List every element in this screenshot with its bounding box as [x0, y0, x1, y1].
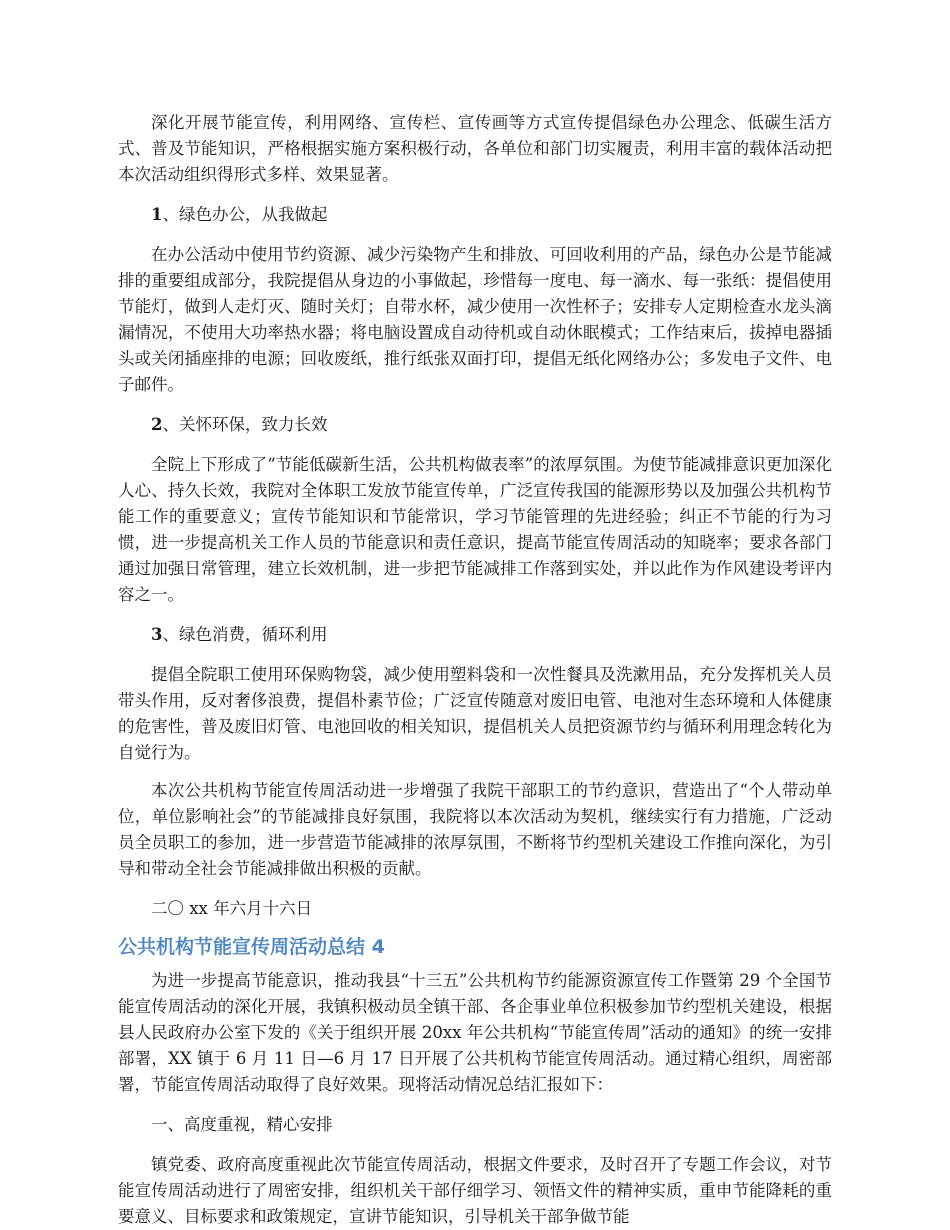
heading-green-office	[118, 202, 832, 228]
paragraph-section4-intro: 为进一步提高节能意识，推动我县“十三五”公共机构节约能源资源宣传工作暨第 29 个全国节能宣传周活动的深化开展，我镇积极动员全镇干部、各企事业单位积极参加节约型机关建设，根据县人民政府办公室下发的《关于组织开展 20xx 年公共机构“节能宣传周”活动的通知》的统一安排部署，XX 镇于 6 月 11 日—6 月 17 日开展了公共机构节能宣传周活动。通过精心组织，周密部署，节能宣传周活动取得了良好效果。现将活动情况总结汇报如下：	[118, 971, 832, 1094]
heading-text: 、关怀环保，致力长效	[162, 415, 328, 434]
paragraph-environment: 全院上下形成了“节能低碳新生活，公共机构做表率”的浓厚氛围。为使节能减排意识更加深化人心、持久长效，我院对全体职工发放节能宣传单，广泛宣传我国的能源形势以及加强公共机构节能工作的重要意义；宣传节能知识和节能常识，学习节能管理的先进经验；纠正不节能的行为习惯，进一步提高机关工作人员的节能意识和责任意识，提高节能宣传周活动的知晓率；要求各部门通过加强日常管理，建立长效机制，进一步把节能减排工作落到实处，并以此作为作风建设考评内容之一。	[118, 455, 832, 604]
paragraph-green-office: 在办公活动中使用节约资源、减少污染物产生和排放、可回收利用的产品，绿色办公是节能减排的重要组成部分，我院提倡从身边的小事做起，珍惜每一度电、每一滴水、每一张纸：提倡使用节能灯，做到人走灯灭、随时关灯；自带水杯，减少使用一次性杯子；安排专人定期检查水龙头滴漏情况，不使用大功率热水器；将电脑设置成自动待机或自动休眠模式；工作结束后，拔掉电器插头或关闭插座排的电源；回收废纸，推行纸张双面打印，提倡无纸化网络办公；多发电子文件、电子邮件。	[118, 245, 832, 394]
heading-number: 1	[151, 205, 163, 224]
paragraph-green-consumption: 提倡全院职工使用环保购物袋，减少使用塑料袋和一次性餐具及洗漱用品，充分发挥机关人员带头作用，反对奢侈浪费，提倡朴素节俭；广泛宣传随意对废旧电管、电池对生态环境和人体健康的危害性，普及废旧灯管、电池回收的相关知识，提倡机关人员把资源节约与循环利用理念转化为自觉行为。	[118, 665, 832, 762]
paragraph-section4-item1: 镇党委、政府高度重视此次节能宣传周活动，根据文件要求，及时召开了专题工作会议，对节能宣传周活动进行了周密安排，组织机关干部仔细学习、领悟文件的精神实质，重申节能降耗的重要意义、目标要求和政策规定，宣讲节能知识，引导机关干部争做节能	[118, 1155, 832, 1226]
paragraph-intro: 深化开展节能宣传，利用网络、宣传栏、宣传画等方式宣传提倡绿色办公理念、低碳生活方式、普及节能知识，严格根据实施方案积极行动，各单位和部门切实履责，利用丰富的载体活动把本次活动组织得形式多样、效果显著。	[118, 113, 832, 184]
heading-text: 、绿色办公，从我做起	[162, 205, 328, 224]
heading-text: 、绿色消费，循环利用	[162, 625, 328, 644]
heading-number: 3	[151, 625, 163, 644]
section-title: 公共机构节能宣传周活动总结 4	[118, 936, 385, 958]
heading-section4-item1: 一、高度重视，精心安排	[151, 1115, 333, 1134]
paragraph-conclusion: 本次公共机构节能宣传周活动进一步增强了我院干部职工的节约意识，营造出了“个人带动单位，单位影响社会”的节能减排良好氛围，我院将以本次活动为契机，继续实行有力措施，广泛动员全员职工的参加，进一步营造节能减排的浓厚氛围，不断将节约型机关建设工作推向深化，为引导和带动全社会节能减排做出积极的贡献。	[118, 781, 832, 878]
heading-green-consumption	[118, 622, 832, 648]
date-line: 二〇 xx 年六月十六日	[151, 899, 313, 918]
heading-number: 2	[151, 415, 163, 434]
heading-environment	[118, 412, 832, 438]
